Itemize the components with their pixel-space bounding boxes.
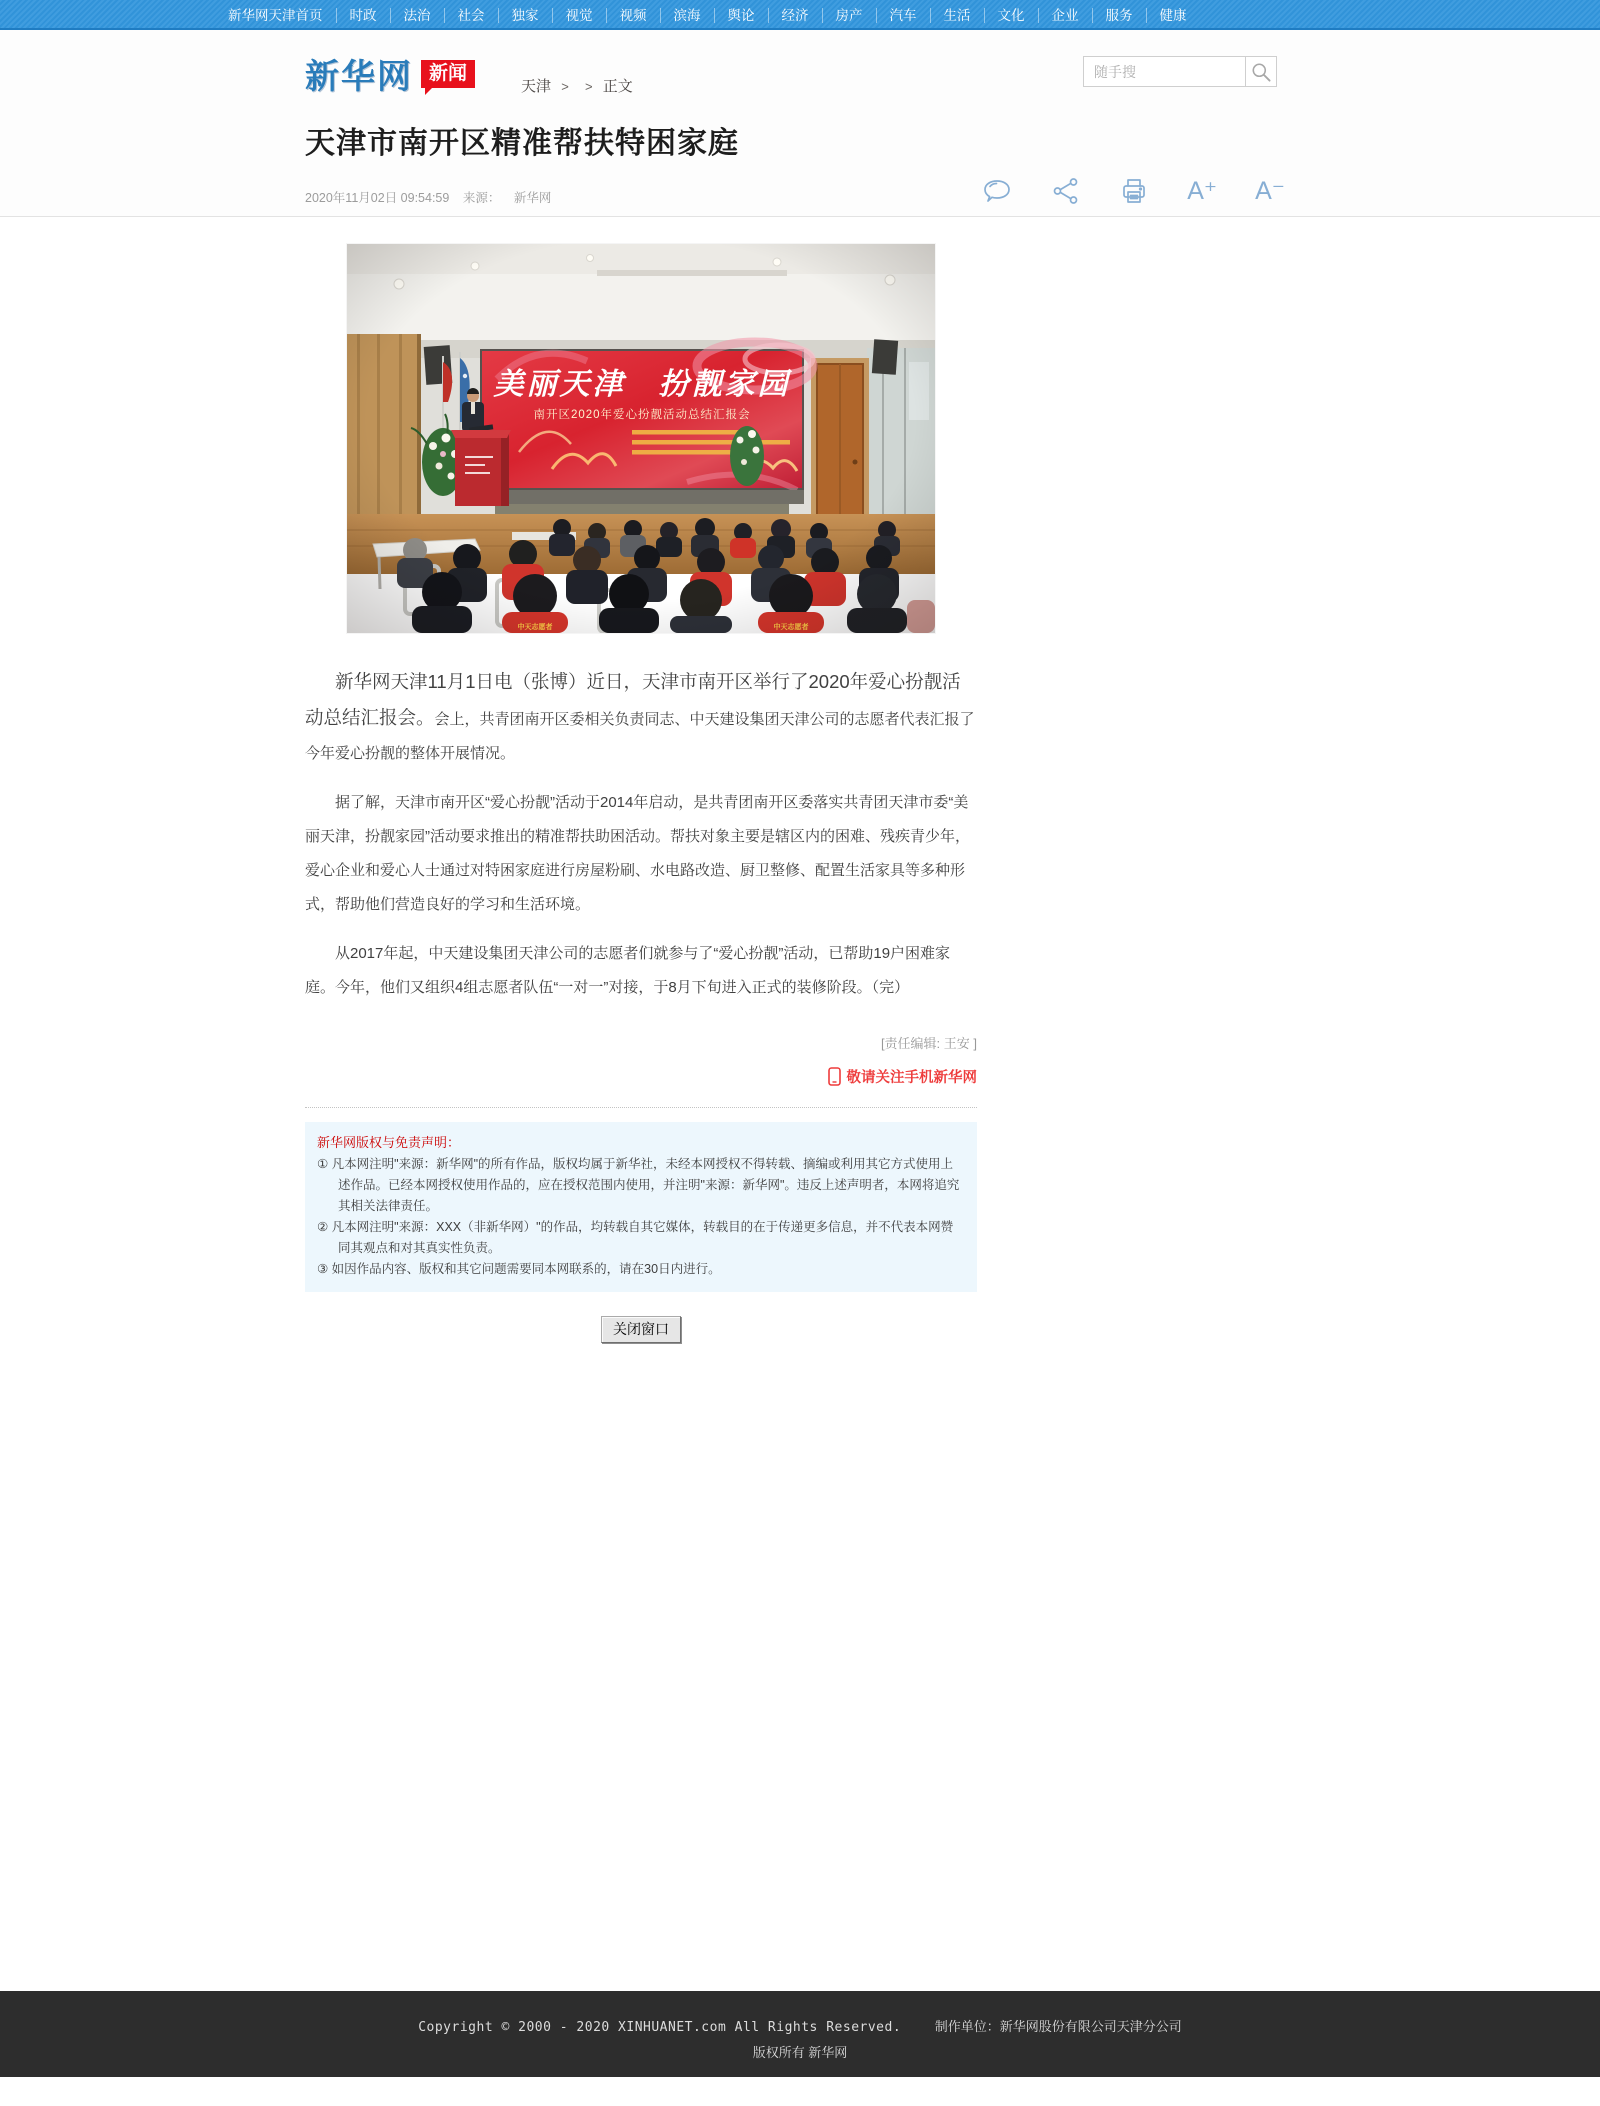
breadcrumb-separator: >: [561, 79, 569, 94]
footer-line2: 版权所有 新华网: [752, 2045, 848, 2060]
copyright-notice-item: ③ 如因作品内容、版权和其它问题需要同本网联系的，请在30日内进行。: [317, 1262, 721, 1276]
article-date: 2020年11月02日 09:54:59: [305, 191, 450, 205]
nav-item-law[interactable]: 法治: [391, 8, 445, 23]
nav-item-society[interactable]: 社会: [445, 8, 499, 23]
print-button[interactable]: [1119, 176, 1149, 206]
footer-line1: [0, 2016, 1600, 2035]
top-nav-list: [215, 0, 1385, 30]
article-photo: [347, 244, 935, 633]
nav-item-opinion[interactable]: 舆论: [715, 8, 769, 23]
copyright-notice-title: 新华网版权与免责声明：: [317, 1135, 461, 1150]
print-icon: [1119, 176, 1149, 206]
source-label: 来源：: [462, 191, 501, 205]
mobile-promo-link[interactable]: [305, 1066, 977, 1087]
page-header: [0, 30, 1600, 217]
nav-item-binhai[interactable]: 滨海: [661, 8, 715, 23]
nav-item-realestate[interactable]: 房产: [823, 8, 877, 23]
font-decrease-button[interactable]: A⁻: [1255, 176, 1285, 205]
nav-item-auto[interactable]: 汽车: [877, 8, 931, 23]
close-window-button[interactable]: 关闭窗口: [601, 1316, 681, 1343]
top-navigation-bar: [0, 0, 1600, 30]
search-box: [1083, 56, 1277, 87]
nav-item-economy[interactable]: 经济: [769, 8, 823, 23]
breadcrumb-separator: >: [584, 79, 593, 94]
footer-producer: 制作单位：新华网股份有限公司天津分公司: [934, 2019, 1182, 2034]
copyright-notice-box: [305, 1122, 977, 1292]
article-paragraph: 从2017年起，中天建设集团天津公司的志愿者们就参与了“爱心扮靓”活动，已帮助19户困难家庭。今年，他们又组织4组志愿者队伍“一对一”对接，于8月下旬进入正式的装修阶段。（完）: [305, 945, 951, 996]
search-input[interactable]: [1083, 56, 1245, 87]
share-toolbar: [981, 176, 1295, 206]
xinhuanet-logo[interactable]: [305, 49, 475, 98]
search-icon: [1249, 60, 1273, 84]
dotted-divider: [305, 1107, 977, 1108]
article-source[interactable]: 新华网: [513, 191, 552, 205]
copyright-notice-item: ② 凡本网注明"来源：XXX（非新华网）"的作品，均转载自其它媒体，转载目的在于传递更多信息，并不代表本网赞同其观点和对其真实性负责。: [317, 1220, 954, 1255]
nav-item-home[interactable]: 新华网天津首页: [215, 8, 337, 23]
bottom-spacer: [0, 1343, 1600, 1991]
footer-copyright-en: Copyright © 2000 - 2020 XINHUANET.com All Rights Reserved.: [418, 2020, 902, 2035]
editor-credit: [责任编辑: 王安 ]: [880, 1036, 977, 1051]
font-increase-button[interactable]: A⁺: [1187, 176, 1218, 205]
article-paragraph: 新华网天津11月1日电（张博）近日，天津市南开区举行了2020年爱心扮靓活动总结汇报会。会上，共青团南开区委相关负责同志、中天建设集团天津公司的志愿者代表汇报了今年爱心扮靓的整体开展情况。: [305, 671, 975, 762]
mobile-promo-text: 敬请关注手机新华网: [846, 1070, 977, 1086]
share-button[interactable]: [1051, 176, 1081, 206]
nav-item-exclusive[interactable]: 独家: [499, 8, 553, 23]
page-footer: [0, 1991, 1600, 2077]
nav-item-video[interactable]: 视频: [607, 8, 661, 23]
article-meta: [305, 188, 561, 206]
nav-item-health[interactable]: 健康: [1159, 7, 1187, 23]
paragraph-lead: 新华网天津11月1日电（张博）近日，天津市南开区举行了2020年爱心扮靓活动总结汇报会。: [305, 671, 961, 728]
nav-item-life[interactable]: 生活: [931, 8, 985, 23]
article-body: [305, 244, 977, 1343]
comment-button[interactable]: [981, 176, 1013, 206]
mobile-phone-icon: [828, 1067, 841, 1086]
share-icon: [1051, 176, 1081, 206]
search-button[interactable]: [1245, 56, 1277, 87]
breadcrumb-section[interactable]: 天津: [521, 78, 552, 95]
nav-item-service[interactable]: 服务: [1093, 8, 1147, 23]
nav-item-vision[interactable]: 视觉: [553, 8, 607, 23]
breadcrumb: [521, 75, 633, 98]
breadcrumb-current: 正文: [602, 78, 633, 95]
logo-text: 新华网: [305, 58, 413, 96]
comment-icon: [981, 176, 1013, 206]
copyright-notice-item: ① 凡本网注明"来源：新华网"的所有作品，版权均属于新华社，未经本网授权不得转载、摘编或利用其它方式使用上述作品。已经本网授权使用作品的，应在授权范围内使用，并注明"来源：新华网"。违反上述声明者，本网将追究其相关法律责任。: [317, 1157, 960, 1213]
nav-item-politics[interactable]: 时政: [337, 8, 391, 23]
conference-photo: [347, 244, 935, 633]
logo-news-badge: 新闻: [421, 60, 475, 88]
nav-item-culture[interactable]: 文化: [985, 8, 1039, 23]
article-paragraph: 据了解，天津市南开区“爱心扮靓”活动于2014年启动，是共青团南开区委落实共青团天津市委“美丽天津，扮靓家园”活动要求推出的精准帮扶助困活动。帮扶对象主要是辖区内的困难、残疾青少年，爱心企业和爱心人士通过对特困家庭进行房屋粉刷、水电路改造、厨卫整修、配置生活家具等多种形式，帮助他们营造良好的学习和生活环境。: [305, 794, 970, 913]
nav-item-enterprise[interactable]: 企业: [1039, 8, 1093, 23]
article-title: 天津市南开区精准帮扶特困家庭: [305, 127, 739, 160]
